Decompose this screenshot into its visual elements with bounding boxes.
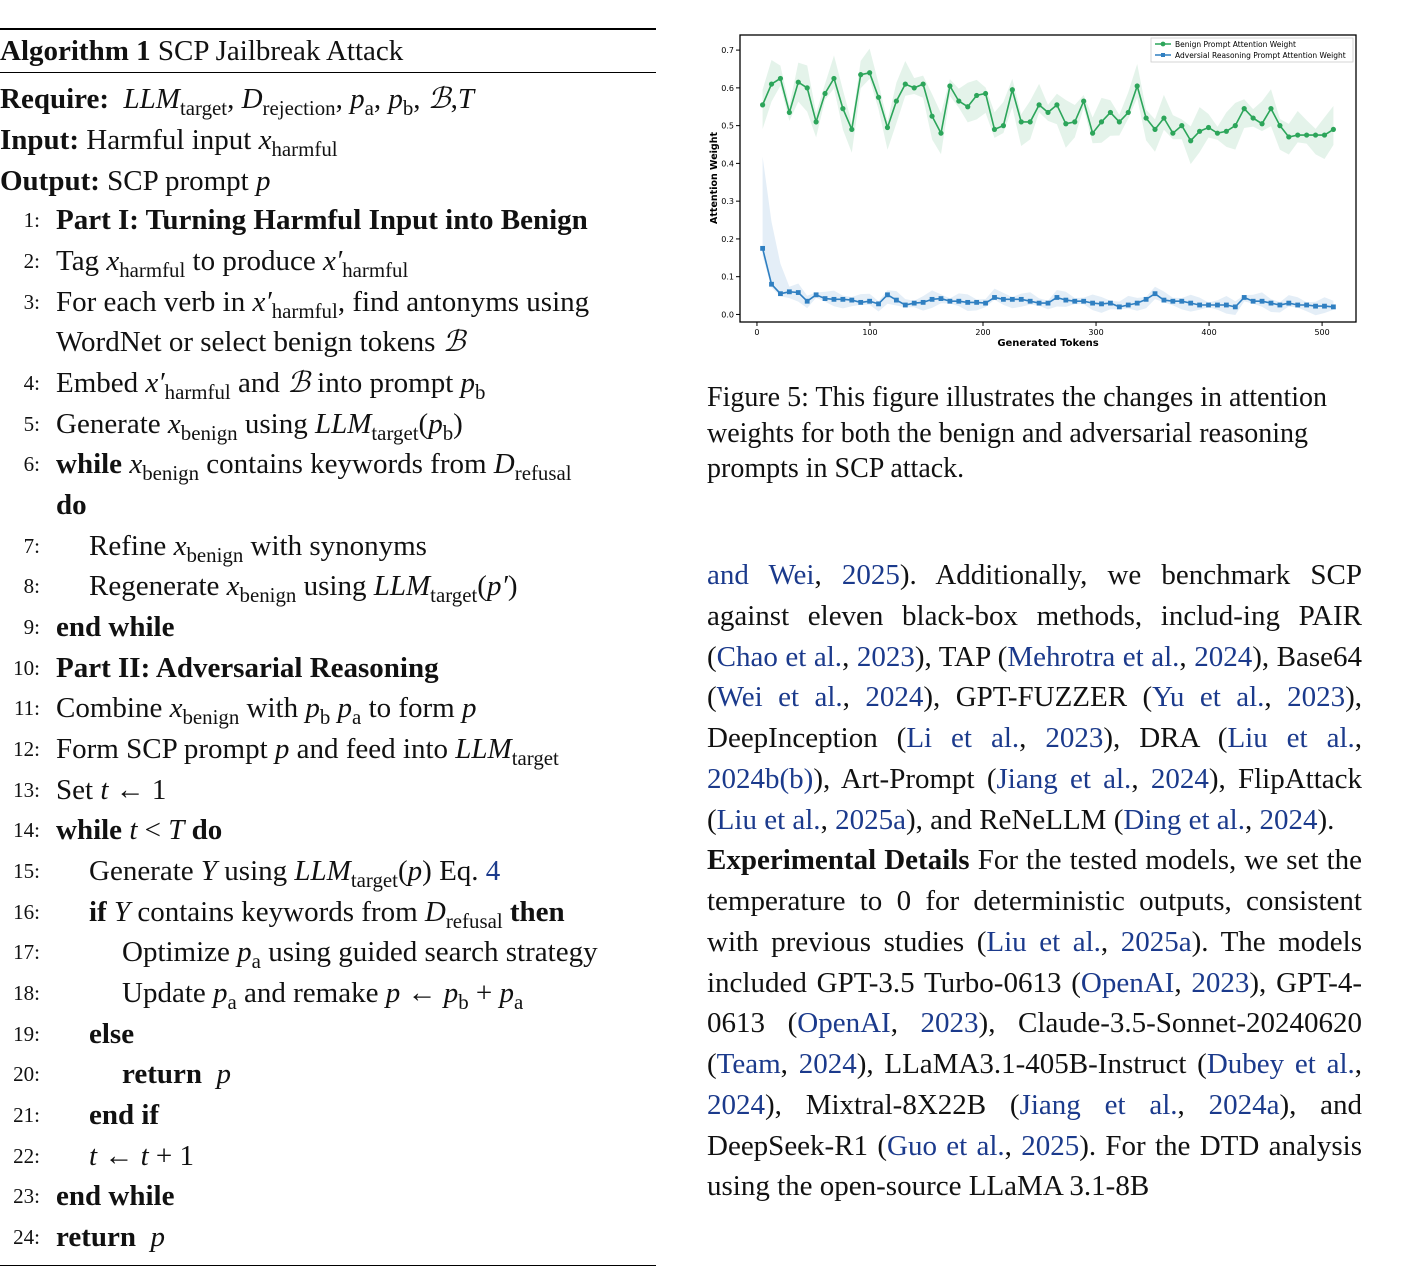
point-benign	[1152, 127, 1157, 132]
point-benign	[912, 85, 917, 90]
point-adversarial	[823, 296, 828, 301]
point-adversarial	[1322, 304, 1327, 309]
body-text-run: ), TAP (	[914, 640, 1008, 673]
citation-link[interactable]: 2024	[1150, 762, 1209, 795]
citation-link[interactable]: 2025	[841, 559, 900, 591]
point-benign	[1206, 125, 1211, 130]
point-benign	[840, 106, 845, 111]
y-tick-label: 0.4	[721, 159, 734, 169]
output-label: Output:	[0, 165, 100, 197]
citation-link[interactable]: OpenAI	[1080, 966, 1175, 999]
point-benign	[1179, 123, 1184, 128]
point-adversarial	[903, 303, 908, 308]
point-adversarial	[1028, 299, 1033, 304]
point-benign	[938, 131, 943, 136]
body-text-run: ,	[1354, 722, 1362, 754]
point-adversarial	[1304, 303, 1309, 308]
body-text-run: ,	[1177, 1088, 1209, 1121]
point-adversarial	[1242, 295, 1247, 300]
body-text-run: ), Base64 (	[707, 640, 1363, 714]
body-text-run: ). For the DTD analysis using the open-source LLaMA 3.1-8B	[707, 1129, 1363, 1203]
body-text-run: ,	[1100, 925, 1121, 958]
citation-link[interactable]: Team	[716, 1048, 781, 1080]
point-benign	[1028, 119, 1033, 124]
citation-link[interactable]: 2024	[707, 1088, 765, 1121]
point-adversarial	[1001, 297, 1006, 302]
point-benign	[1331, 127, 1336, 132]
point-adversarial	[1197, 303, 1202, 308]
point-benign	[769, 81, 774, 86]
body-text-run: ), GPT-FUZZER (	[923, 681, 1153, 714]
citation-link[interactable]: 2025	[1021, 1129, 1080, 1162]
citation-link[interactable]: Jiang et al.	[1019, 1088, 1178, 1121]
body-text-run: ,	[1244, 803, 1260, 836]
citation-link[interactable]: Guo et al.	[887, 1129, 1005, 1162]
point-adversarial	[1037, 301, 1042, 306]
citation-link[interactable]: Yu et al.	[1152, 681, 1265, 714]
point-benign	[831, 76, 836, 81]
body-text-run: ), Claude-3.5-Sonnet-20240620 (	[707, 1007, 1362, 1080]
x-tick-label: 300	[1088, 328, 1104, 337]
point-adversarial	[1188, 301, 1193, 306]
point-benign	[1072, 119, 1077, 124]
point-adversarial	[1135, 301, 1140, 306]
point-benign	[814, 119, 819, 124]
point-benign	[1081, 98, 1086, 103]
y-tick-label: 0.6	[721, 83, 734, 93]
point-benign	[858, 72, 863, 77]
point-adversarial	[1099, 301, 1104, 306]
point-adversarial	[867, 299, 872, 304]
citation-link[interactable]: 2024	[798, 1048, 857, 1080]
point-adversarial	[1072, 299, 1077, 304]
citation-link[interactable]: 2023	[1045, 722, 1104, 754]
point-adversarial	[894, 298, 899, 303]
body-text-run: ,	[814, 559, 842, 591]
point-adversarial	[1331, 304, 1336, 309]
citation-link[interactable]: 2023	[1287, 681, 1346, 714]
body-text-run: ), Mixtral-8X22B (	[765, 1088, 1020, 1121]
confidence-bands	[763, 49, 1334, 316]
citation-link[interactable]: 2025a	[1120, 925, 1192, 958]
point-benign	[1259, 121, 1264, 126]
point-adversarial	[1215, 303, 1220, 308]
point-benign	[867, 70, 872, 75]
citation-link[interactable]: Liu et al.	[1227, 722, 1355, 754]
algorithm-bottom-rule	[0, 1265, 656, 1266]
x-tick-label: 500	[1314, 328, 1330, 337]
body-text-run: ), LLaMA3.1-405B-Instruct (	[856, 1048, 1207, 1080]
x-axis-label: Generated Tokens	[997, 338, 1099, 349]
legend-adversarial-marker	[1161, 53, 1165, 57]
y-tick-label: 0.3	[721, 197, 734, 207]
body-text-run: ,	[842, 681, 866, 714]
algorithm-top-rule	[0, 28, 656, 30]
algorithm-input: Input: Harmful input $x_{harmful}$	[0, 124, 338, 161]
x-tick-label: 200	[975, 328, 991, 337]
body-text-run: ).	[1317, 803, 1335, 836]
point-adversarial	[1055, 295, 1060, 300]
citation-link[interactable]: 2024	[865, 681, 924, 714]
require-label: Require:	[0, 83, 110, 115]
point-benign	[1036, 102, 1041, 107]
point-benign	[1144, 115, 1149, 120]
body-text-run: For the tested models, we set the temperature to 0 for deterministic outputs, consistent with previous studies (	[707, 844, 1363, 958]
point-benign	[983, 91, 988, 96]
body-text-run: ), DRA (	[1103, 722, 1228, 754]
citation-link[interactable]: 2024a	[1208, 1088, 1280, 1121]
point-benign	[805, 85, 810, 90]
band-adversarial	[763, 157, 1334, 315]
point-adversarial	[885, 292, 890, 297]
citation-link[interactable]: OpenAI	[797, 1007, 891, 1040]
point-adversarial	[956, 299, 961, 304]
body-text-run: ,	[1174, 966, 1192, 999]
algorithm-name: SCP Jailbreak Attack	[157, 35, 404, 67]
body-text-run: ,	[1004, 1129, 1022, 1162]
point-benign	[1161, 115, 1166, 120]
point-benign	[1019, 119, 1024, 124]
body-text	[707, 555, 1362, 1207]
point-benign	[885, 125, 890, 130]
body-text-run: ), and ReNeLLM (	[905, 803, 1124, 836]
citation-link[interactable]: Mehrotra et al.	[1007, 640, 1180, 673]
algorithm-header-rule	[0, 72, 656, 73]
point-benign	[1090, 131, 1095, 136]
paragraph-related-methods	[707, 555, 1362, 840]
point-benign	[1001, 123, 1006, 128]
citation-link[interactable]: 2024	[1259, 803, 1318, 836]
point-adversarial	[1153, 291, 1158, 296]
point-adversarial	[1010, 297, 1015, 302]
citation-link[interactable]: Liu et al.	[986, 925, 1101, 958]
point-adversarial	[1019, 297, 1024, 302]
point-adversarial	[1277, 303, 1282, 308]
point-benign	[1108, 110, 1113, 115]
point-benign	[822, 91, 827, 96]
point-adversarial	[1144, 297, 1149, 302]
body-text-run: ,	[1354, 1048, 1363, 1080]
point-adversarial	[930, 297, 935, 302]
point-adversarial	[1295, 303, 1300, 308]
body-text-run: ), GPT-4-0613 (	[707, 966, 1363, 1040]
x-tick-label: 100	[862, 328, 878, 337]
body-text-run: ), Art-Prompt (	[813, 762, 997, 795]
y-tick-label: 0.7	[721, 46, 734, 56]
citation-link[interactable]: Li et al.	[906, 722, 1020, 754]
citation-link[interactable]: 2024	[1194, 640, 1253, 673]
point-benign	[974, 93, 979, 98]
point-benign	[1322, 132, 1327, 137]
body-text-run: ,	[1019, 722, 1046, 754]
point-adversarial	[1170, 299, 1175, 304]
point-adversarial	[1269, 301, 1274, 306]
citation-link[interactable]: 2024b(b)	[707, 762, 814, 795]
point-benign	[1268, 106, 1273, 111]
point-adversarial	[983, 301, 988, 306]
point-adversarial	[1117, 304, 1122, 309]
point-adversarial	[921, 300, 926, 305]
citation-link[interactable]: Dubey et al.	[1206, 1048, 1355, 1080]
citation-link[interactable]: and Wei	[707, 559, 815, 591]
citation-link[interactable]: Liu et al.	[716, 803, 821, 836]
point-adversarial	[1251, 299, 1256, 304]
point-adversarial	[778, 291, 783, 296]
point-adversarial	[992, 295, 997, 300]
legend-adversarial-label: Adversial Reasoning Prompt Attention Weight	[1175, 51, 1346, 60]
body-text-run: ,	[1131, 762, 1151, 795]
point-benign	[778, 76, 783, 81]
point-benign	[921, 81, 926, 86]
point-benign	[1188, 138, 1193, 143]
point-benign	[1313, 132, 1318, 137]
point-adversarial	[787, 289, 792, 294]
point-adversarial	[1126, 303, 1131, 308]
body-text-run: ,	[890, 1007, 921, 1040]
point-benign	[929, 114, 934, 119]
equation-link[interactable]: 4	[485, 855, 501, 887]
point-adversarial	[1063, 298, 1068, 303]
point-benign	[1197, 129, 1202, 134]
point-benign	[1099, 119, 1104, 124]
point-adversarial	[1162, 298, 1167, 303]
legend-benign-label: Benign Prompt Attention Weight	[1175, 40, 1296, 49]
figure-5	[700, 28, 1362, 358]
point-benign	[1063, 121, 1068, 126]
figure-caption: Figure 5: This figure illustrates the changes in attention weights for both the benign and adversarial reasoning prompts in SCP attack.	[707, 382, 1328, 484]
point-benign	[796, 80, 801, 85]
body-text-run: ), DeepInception (	[707, 681, 1363, 754]
algorithm-require: Require: $LLM_{target}$, $D_{rejection}$, $p_a$, $p_b$, ℬ,T	[0, 83, 474, 120]
point-adversarial	[858, 300, 863, 305]
point-adversarial	[912, 301, 917, 306]
body-text-run: ,	[1264, 681, 1288, 714]
point-adversarial	[1108, 301, 1113, 306]
point-adversarial	[1224, 303, 1229, 308]
y-tick-label: 0.1	[721, 272, 734, 282]
body-text-run: ). The models included GPT-3.5 Turbo-0613 (	[707, 925, 1362, 999]
point-adversarial	[849, 298, 854, 303]
band-benign	[763, 49, 1334, 165]
point-benign	[1045, 110, 1050, 115]
algorithm-label: Algorithm 1	[0, 35, 151, 67]
y-tick-label: 0.0	[721, 310, 734, 320]
body-text-run: ), FlipAttack (	[707, 762, 1363, 836]
point-adversarial	[1081, 299, 1086, 304]
y-tick-label: 0.2	[721, 234, 734, 244]
point-adversarial	[965, 300, 970, 305]
citation-link[interactable]: 2023	[856, 640, 915, 673]
point-benign	[1224, 129, 1229, 134]
citation-link[interactable]: 2025a	[835, 803, 906, 836]
x-tick-label: 0	[754, 328, 760, 337]
citation-link[interactable]: 2023	[920, 1007, 979, 1040]
point-benign	[760, 102, 765, 107]
point-benign	[965, 104, 970, 109]
citation-link[interactable]: Jiang et al.	[996, 762, 1132, 795]
point-adversarial	[814, 292, 819, 297]
paragraph-experimental-details	[707, 840, 1362, 1207]
experimental-details-heading: Experimental Details	[707, 844, 970, 877]
input-label: Input:	[0, 124, 79, 156]
point-benign	[956, 98, 961, 103]
point-adversarial	[796, 290, 801, 295]
citation-link[interactable]: Wei et al.	[716, 681, 843, 714]
x-tick-label: 400	[1201, 328, 1217, 337]
point-adversarial	[876, 301, 881, 306]
point-benign	[1277, 123, 1282, 128]
point-benign	[894, 98, 899, 103]
point-benign	[849, 127, 854, 132]
point-benign	[992, 127, 997, 132]
point-benign	[1304, 132, 1309, 137]
body-text-run: ). Additionally, we benchmark SCP against eleven black-box methods, includ-ing PAIR (	[707, 559, 1363, 673]
point-benign	[1242, 106, 1247, 111]
attention-chart	[700, 28, 1362, 358]
point-adversarial	[840, 297, 845, 302]
y-axis-label: Attention Weight	[709, 132, 720, 224]
point-benign	[1010, 87, 1015, 92]
point-adversarial	[974, 300, 979, 305]
point-adversarial	[769, 282, 774, 287]
point-benign	[1170, 131, 1175, 136]
point-benign	[1117, 119, 1122, 124]
citation-link[interactable]: 2023	[1191, 966, 1250, 999]
point-benign	[947, 83, 952, 88]
point-adversarial	[1260, 299, 1265, 304]
body-text-run: ), and DeepSeek-R1 (	[707, 1088, 1363, 1162]
point-benign	[1054, 102, 1059, 107]
legend	[1151, 38, 1353, 62]
point-benign	[1233, 123, 1238, 128]
point-adversarial	[939, 296, 944, 301]
y-tick-label: 0.5	[721, 121, 734, 131]
point-benign	[903, 81, 908, 86]
point-benign	[787, 110, 792, 115]
point-adversarial	[1179, 299, 1184, 304]
input-text: Harmful input	[86, 124, 252, 156]
point-benign	[1286, 134, 1291, 139]
point-adversarial	[1286, 301, 1291, 306]
body-text-run: ,	[780, 1048, 799, 1080]
point-benign	[1126, 110, 1131, 115]
point-adversarial	[1233, 304, 1238, 309]
point-adversarial	[1313, 304, 1318, 309]
citation-link[interactable]: Chao et al.	[716, 640, 843, 673]
point-adversarial	[832, 297, 837, 302]
legend-benign-marker	[1161, 42, 1166, 47]
point-adversarial	[1090, 301, 1095, 306]
output-text: SCP prompt	[107, 165, 249, 197]
citation-link[interactable]: Ding et al.	[1123, 803, 1245, 836]
point-adversarial	[1046, 301, 1051, 306]
point-benign	[876, 95, 881, 100]
point-adversarial	[760, 246, 765, 251]
point-benign	[1295, 132, 1300, 137]
body-text-run: ,	[1179, 640, 1195, 673]
point-benign	[1135, 83, 1140, 88]
point-benign	[1251, 115, 1256, 120]
point-adversarial	[947, 299, 952, 304]
point-benign	[1215, 131, 1220, 136]
point-adversarial	[805, 299, 810, 304]
algorithm-output: Output: SCP prompt p	[0, 165, 271, 197]
point-adversarial	[1206, 303, 1211, 308]
body-text-run: ,	[842, 640, 857, 673]
algorithm-title	[0, 31, 403, 71]
body-text-run: ,	[820, 803, 836, 836]
